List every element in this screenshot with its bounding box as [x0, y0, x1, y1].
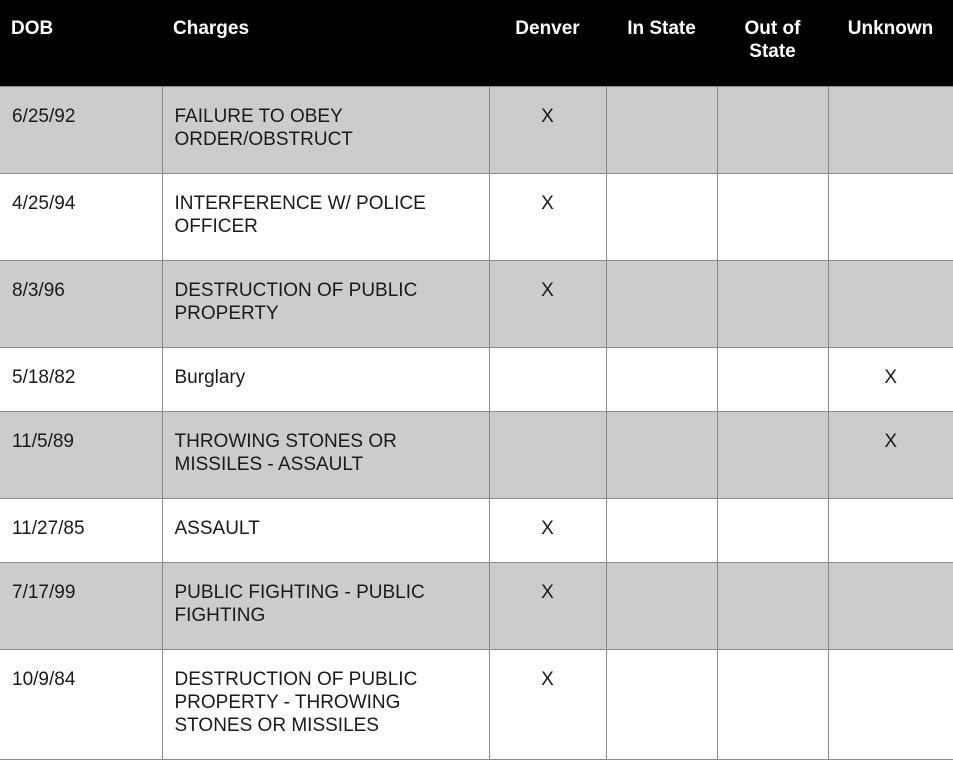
cell-denver [489, 347, 606, 411]
charge-line: MISSILES - ASSAULT [174, 453, 364, 475]
cell-out-of-state [717, 86, 828, 173]
table-row [0, 173, 953, 260]
cell-in-state [606, 649, 717, 759]
cell-denver [489, 411, 606, 498]
cell-charges [162, 562, 489, 649]
charge-line: ASSAULT [174, 517, 260, 539]
table-row [0, 86, 953, 173]
header-dob: DOB [11, 18, 54, 39]
cell-dob: 4/25/94 [0, 173, 162, 260]
cell-denver: X [489, 562, 606, 649]
cell-dob: 11/27/85 [0, 498, 162, 562]
charge-line: PUBLIC FIGHTING - PUBLIC [174, 581, 425, 603]
header-in-state: In State [627, 18, 696, 39]
cell-unknown: X [828, 347, 953, 411]
header-out-of-state [717, 0, 828, 86]
cell-unknown [828, 498, 953, 562]
charge-line: INTERFERENCE W/ POLICE [174, 192, 426, 214]
charge-line: STONES OR MISSILES [174, 714, 379, 736]
cell-denver: X [489, 173, 606, 260]
cell-unknown [828, 260, 953, 347]
charge-line: PROPERTY - THROWING [174, 691, 401, 713]
charge-line: Burglary [174, 366, 246, 388]
cell-out-of-state [717, 173, 828, 260]
header-out-of-state-line2: State [749, 41, 796, 62]
table-row [0, 411, 953, 498]
table-body [0, 86, 953, 759]
cell-denver: X [489, 498, 606, 562]
cell-unknown [828, 173, 953, 260]
cell-unknown [828, 562, 953, 649]
charge-line: OFFICER [174, 215, 258, 237]
cell-dob: 6/25/92 [0, 86, 162, 173]
table-row [0, 347, 953, 411]
cell-in-state [606, 411, 717, 498]
cell-dob: 5/18/82 [0, 347, 162, 411]
cell-dob: 10/9/84 [0, 649, 162, 759]
cell-charges [162, 411, 489, 498]
cell-denver: X [489, 260, 606, 347]
cell-in-state [606, 347, 717, 411]
cell-in-state [606, 498, 717, 562]
cell-dob: 11/5/89 [0, 411, 162, 498]
table-row [0, 260, 953, 347]
cell-out-of-state [717, 562, 828, 649]
table-row [0, 562, 953, 649]
cell-charges [162, 649, 489, 759]
cell-out-of-state [717, 260, 828, 347]
header-row [0, 0, 953, 86]
cell-in-state [606, 562, 717, 649]
charge-line: FIGHTING [174, 604, 266, 626]
cell-in-state [606, 173, 717, 260]
cell-dob: 8/3/96 [0, 260, 162, 347]
header-charges: Charges [173, 18, 250, 39]
table-row [0, 498, 953, 562]
charge-line: ORDER/OBSTRUCT [174, 128, 353, 150]
cell-charges [162, 86, 489, 173]
charge-line: FAILURE TO OBEY [174, 105, 343, 127]
header-out-of-state-line1: Out of [744, 18, 801, 39]
header-denver: Denver [515, 18, 580, 39]
header-unknown: Unknown [847, 18, 934, 39]
cell-charges [162, 173, 489, 260]
charge-line: PROPERTY [174, 302, 279, 324]
cell-in-state [606, 86, 717, 173]
table-row [0, 649, 953, 759]
cell-unknown [828, 86, 953, 173]
cell-dob: 7/17/99 [0, 562, 162, 649]
cell-charges [162, 498, 489, 562]
cell-unknown [828, 649, 953, 759]
cell-out-of-state [717, 411, 828, 498]
cell-denver: X [489, 649, 606, 759]
charge-line: THROWING STONES OR [174, 430, 397, 452]
cell-out-of-state [717, 347, 828, 411]
charge-line: DESTRUCTION OF PUBLIC [174, 279, 418, 301]
cell-charges [162, 347, 489, 411]
table-header [0, 0, 953, 86]
cell-charges [162, 260, 489, 347]
cell-in-state [606, 260, 717, 347]
cell-denver: X [489, 86, 606, 173]
cell-out-of-state [717, 649, 828, 759]
cell-unknown: X [828, 411, 953, 498]
cell-out-of-state [717, 498, 828, 562]
charge-line: DESTRUCTION OF PUBLIC [174, 668, 418, 690]
